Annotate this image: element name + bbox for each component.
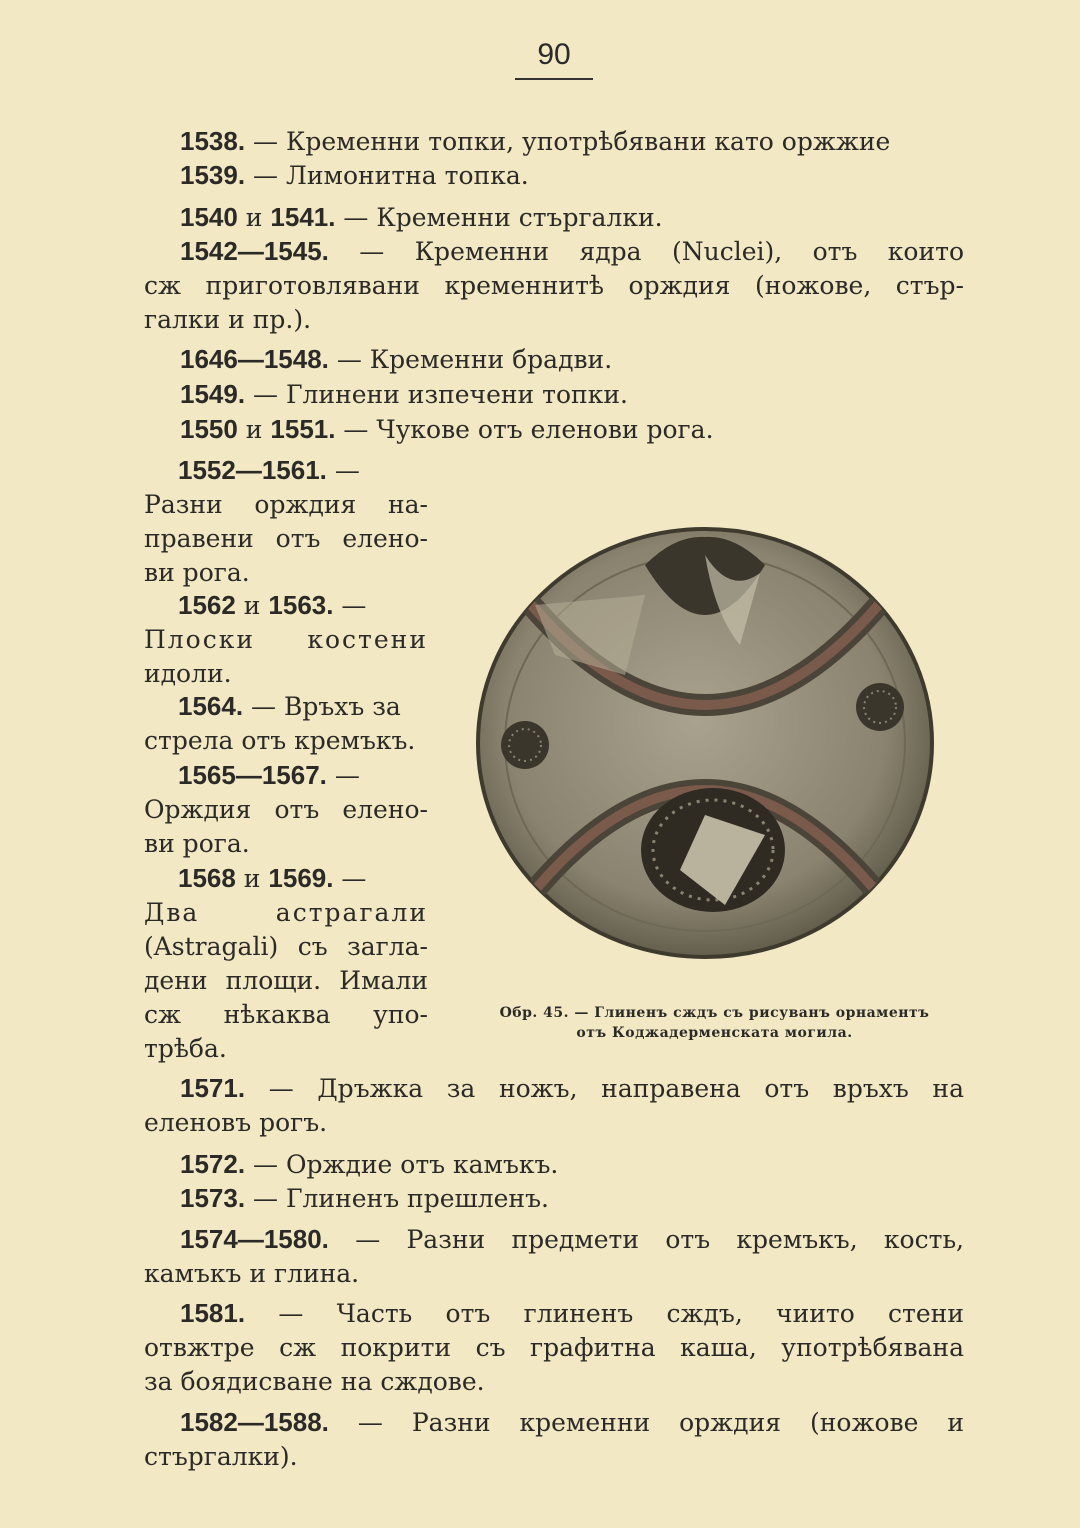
entry-text: — [333,864,367,893]
entry-text: трѣба. [144,1034,227,1063]
entry-1581 [144,1296,964,1399]
entry-text: — Кременни брадви. [328,345,613,374]
entry-text: — Глиненъ прешленъ. [245,1184,549,1213]
entry-conjunction: и [237,415,271,444]
entry-text: идоли. [144,659,232,688]
entry-number: 1538. [180,126,246,156]
entry-1564 [144,689,428,758]
entry-1574 [144,1222,964,1291]
entry-text: за боядисване на сждове. [144,1367,485,1396]
entry-text: отвжтре сж покрити съ графитна каша, употрѣбявана [144,1333,964,1362]
entry-text: — Чукове отъ еленови рога. [335,415,714,444]
entry-number: 1582—1588. [180,1407,329,1437]
entry-text: Разни орждия на- [144,490,428,519]
entry-text: Орждия отъ елено- [144,795,428,824]
figure-bowl-photo [475,525,935,960]
entry-number: 1573. [180,1183,246,1213]
caption-line: Обр. 45. — Глиненъ сждъ съ рисуванъ орнаментъ [499,1005,930,1021]
entry-conjunction: и [235,591,269,620]
bowl-illustration [475,525,935,960]
entry-1573 [144,1181,1000,1216]
entry-text: — Дръжка за ножъ, направена отъ връхъ на [245,1074,964,1103]
entry-1646 [144,342,1000,377]
entry-text: правени отъ елено- [144,524,428,553]
entry-conjunction: и [237,203,271,232]
entry-1582 [144,1405,964,1474]
entry-conjunction: и [235,864,269,893]
page-number: 90 [515,38,593,80]
entry-number: 1646—1548. [180,344,329,374]
entry-text: — [326,456,360,485]
entry-1538 [144,124,1000,159]
entry-text: сж приготовлявани кременнитѣ орждия (ножове, стър- [144,271,964,300]
entry-text: ви рога. [144,829,250,858]
entry-number: 1568 [178,863,236,893]
entry-text: — [333,591,367,620]
entry-text: дени площи. Имали [144,966,428,995]
entry-number: 1569. [268,863,334,893]
entry-text: — Лимонитна топка. [245,161,529,190]
entry-number: 1571. [180,1073,246,1103]
entry-1540 [144,200,1000,235]
entry-number: 1542—1545. [180,236,329,266]
entry-1565 [144,758,428,861]
entry-number: 1581. [180,1298,246,1328]
entry-text: стрела отъ кремъкъ. [144,726,416,755]
entry-text: Два астрагали [144,898,428,927]
entry-number: 1549. [180,379,246,409]
entry-number: 1550 [180,414,238,444]
entry-text: — Разни кременни орждия (ножове и [328,1408,964,1437]
entry-text: — Глинени изпечени топки. [245,380,628,409]
entry-text: — Връхъ за [243,692,401,721]
entry-number: 1562 [178,590,236,620]
entry-text: — Часть отъ глиненъ сждъ, чиито стени [245,1299,964,1328]
entry-text: (Astragali) съ загла- [144,932,428,961]
entry-number: 1551. [270,414,336,444]
entry-1539 [144,158,1000,193]
entry-text: еленовъ рогъ. [144,1108,328,1137]
entry-number: 1540 [180,202,238,232]
entry-1562 [144,588,428,691]
entry-text: ви рога. [144,558,250,587]
entry-text: стъргалки). [144,1442,298,1471]
entry-1568 [144,861,428,1066]
entry-text: Плоски костени [144,625,428,654]
entry-number: 1539. [180,160,246,190]
entry-text: — Кременни стъргалки. [335,203,663,232]
caption-line: отъ Коджадерменската могила. [576,1025,853,1041]
entry-1550 [144,412,1000,447]
entry-text: галки и пр.). [144,305,312,334]
entry-number: 1572. [180,1149,246,1179]
entry-1549 [144,377,1000,412]
entry-number: 1564. [178,691,244,721]
entry-number: 1552—1561. [178,455,327,485]
entry-text: — Разни предмети отъ кремъкъ, кость, [328,1225,964,1254]
figure-caption [462,1003,967,1043]
entry-text: — Кременни топки, употрѣбявани като оржжие [245,127,891,156]
entry-number: 1565—1567. [178,760,327,790]
entry-text: камъкъ и глина. [144,1259,360,1288]
entry-text: — Кременни ядра (Nuclei), отъ които [328,237,964,266]
entry-text: — [326,761,360,790]
entry-number: 1541. [270,202,336,232]
entry-text: — Орждие отъ камъкъ. [245,1150,559,1179]
entry-1542 [144,234,964,337]
entry-number: 1563. [268,590,334,620]
entry-number: 1574—1580. [180,1224,329,1254]
entry-1572 [144,1147,1000,1182]
entry-text: сж нѣкаква упо- [144,1000,428,1029]
entry-1552 [144,453,428,590]
entry-1571 [144,1071,964,1140]
